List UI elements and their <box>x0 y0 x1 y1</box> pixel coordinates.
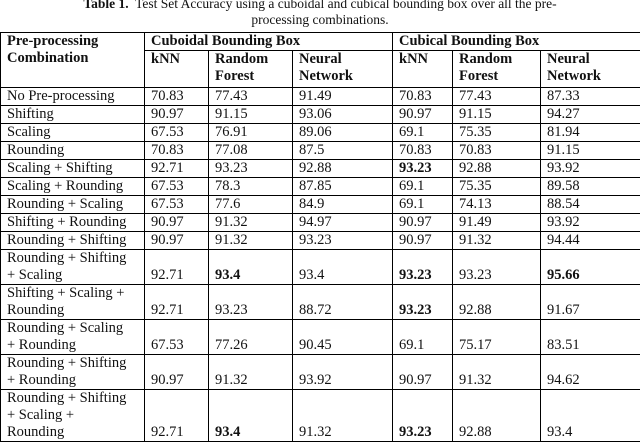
table-row <box>1 250 640 285</box>
row-label-line: No Pre-processing <box>7 88 115 104</box>
accuracy-cell: 70.83 <box>393 142 453 160</box>
table-row <box>1 196 640 214</box>
header-column-line: Random <box>459 51 512 67</box>
row-label <box>1 285 145 320</box>
accuracy-cell: 67.53 <box>145 196 209 214</box>
accuracy-cell: 90.97 <box>145 106 209 124</box>
accuracy-cell: 93.23 <box>293 232 393 250</box>
accuracy-cell: 87.5 <box>293 142 393 160</box>
row-label-line: Rounding + Shifting <box>7 250 126 266</box>
accuracy-cell: 91.67 <box>541 285 640 320</box>
accuracy-cell: 69.1 <box>393 178 453 196</box>
accuracy-cell: 77.43 <box>453 88 541 106</box>
row-label-line: Shifting + Rounding <box>7 214 126 230</box>
header-column <box>453 51 541 88</box>
row-label <box>1 178 145 196</box>
accuracy-cell: 94.62 <box>541 355 640 390</box>
accuracy-cell: 77.6 <box>209 196 293 214</box>
accuracy-cell: 92.71 <box>145 250 209 285</box>
header-column <box>393 51 453 88</box>
accuracy-table <box>0 32 640 442</box>
accuracy-cell: 69.1 <box>393 196 453 214</box>
row-label-line: Rounding + Scaling <box>7 196 123 212</box>
row-label <box>1 106 145 124</box>
header-column-line: Network <box>547 68 601 84</box>
header-column-line: Neural <box>299 51 342 67</box>
accuracy-cell: 77.43 <box>209 88 293 106</box>
table-row <box>1 160 640 178</box>
row-label <box>1 250 145 285</box>
table-row <box>1 106 640 124</box>
accuracy-cell: 93.23 <box>393 160 453 178</box>
accuracy-cell: 75.35 <box>453 178 541 196</box>
accuracy-cell: 93.4 <box>541 390 640 442</box>
accuracy-cell: 69.1 <box>393 320 453 355</box>
accuracy-cell: 91.15 <box>209 106 293 124</box>
caption-line-1: Test Set Accuracy using a cuboidal and cubical bounding box over all the pre- <box>135 0 557 11</box>
accuracy-cell: 93.92 <box>541 214 640 232</box>
accuracy-cell: 93.23 <box>393 390 453 442</box>
caption-line-2: processing combinations. <box>0 12 640 28</box>
accuracy-cell: 90.97 <box>145 355 209 390</box>
accuracy-cell: 93.4 <box>209 390 293 442</box>
accuracy-cell: 94.27 <box>541 106 640 124</box>
accuracy-cell: 91.32 <box>209 214 293 232</box>
accuracy-cell: 94.97 <box>293 214 393 232</box>
header-column <box>541 51 640 88</box>
table-row <box>1 142 640 160</box>
accuracy-cell: 84.9 <box>293 196 393 214</box>
row-label <box>1 160 145 178</box>
accuracy-cell: 70.83 <box>145 88 209 106</box>
row-label-line: Shifting + Scaling + <box>7 285 124 301</box>
row-label <box>1 214 145 232</box>
accuracy-cell: 67.53 <box>145 320 209 355</box>
accuracy-cell: 91.32 <box>453 355 541 390</box>
accuracy-cell: 91.49 <box>293 88 393 106</box>
accuracy-cell: 69.1 <box>393 124 453 142</box>
header-group-cubical: Cubical Bounding Box <box>393 33 640 51</box>
row-label-line: + Rounding <box>7 372 76 388</box>
table-row <box>1 390 640 442</box>
row-label <box>1 355 145 390</box>
row-label <box>1 124 145 142</box>
accuracy-cell: 88.72 <box>293 285 393 320</box>
accuracy-cell: 67.53 <box>145 178 209 196</box>
accuracy-cell: 67.53 <box>145 124 209 142</box>
header-column <box>209 51 293 88</box>
accuracy-cell: 91.49 <box>453 214 541 232</box>
accuracy-cell: 91.15 <box>541 142 640 160</box>
row-label-line: + Rounding <box>7 337 76 353</box>
row-label-line: Rounding + Scaling <box>7 320 123 336</box>
accuracy-cell: 92.71 <box>145 285 209 320</box>
accuracy-cell: 92.71 <box>145 160 209 178</box>
row-label <box>1 196 145 214</box>
header-group-cuboidal: Cuboidal Bounding Box <box>145 33 393 51</box>
accuracy-cell: 89.58 <box>541 178 640 196</box>
accuracy-cell: 92.88 <box>453 390 541 442</box>
accuracy-cell: 93.4 <box>293 250 393 285</box>
header-row-groups <box>1 33 640 51</box>
table-row <box>1 285 640 320</box>
accuracy-cell: 93.92 <box>541 160 640 178</box>
accuracy-cell: 70.83 <box>145 142 209 160</box>
header-column <box>145 51 209 88</box>
accuracy-cell: 89.06 <box>293 124 393 142</box>
accuracy-cell: 93.06 <box>293 106 393 124</box>
header-row-label <box>1 33 145 88</box>
accuracy-cell: 93.23 <box>453 250 541 285</box>
accuracy-cell: 91.32 <box>453 232 541 250</box>
row-label-line: Rounding + Shifting <box>7 355 126 371</box>
row-label-line: Scaling + Shifting <box>7 160 113 176</box>
accuracy-cell: 90.97 <box>393 232 453 250</box>
row-label <box>1 142 145 160</box>
table-row <box>1 124 640 142</box>
header-column-line: kNN <box>399 51 428 67</box>
accuracy-cell: 76.91 <box>209 124 293 142</box>
accuracy-cell: 90.97 <box>145 214 209 232</box>
accuracy-cell: 93.92 <box>293 355 393 390</box>
accuracy-cell: 92.88 <box>293 160 393 178</box>
row-label-line: + Scaling <box>7 267 62 283</box>
header-column <box>293 51 393 88</box>
row-label-line: Rounding <box>7 302 64 318</box>
table-row <box>1 355 640 390</box>
row-label-line: Rounding <box>7 142 64 158</box>
header-column-line: Neural <box>547 51 590 67</box>
accuracy-cell: 92.71 <box>145 390 209 442</box>
header-column-line: Forest <box>215 68 254 84</box>
accuracy-cell: 83.51 <box>541 320 640 355</box>
caption-label: Table 1. <box>83 0 128 11</box>
row-label-line: Rounding <box>7 424 64 440</box>
accuracy-cell: 90.97 <box>145 232 209 250</box>
accuracy-cell: 92.88 <box>453 285 541 320</box>
accuracy-cell: 74.13 <box>453 196 541 214</box>
accuracy-cell: 87.85 <box>293 178 393 196</box>
accuracy-cell: 93.23 <box>209 285 293 320</box>
row-label <box>1 88 145 106</box>
accuracy-cell: 77.08 <box>209 142 293 160</box>
table-body <box>1 88 640 442</box>
row-label <box>1 390 145 442</box>
accuracy-cell: 93.23 <box>209 160 293 178</box>
accuracy-cell: 90.97 <box>393 106 453 124</box>
accuracy-cell: 91.15 <box>453 106 541 124</box>
accuracy-cell: 77.26 <box>209 320 293 355</box>
accuracy-cell: 91.32 <box>209 355 293 390</box>
accuracy-cell: 90.97 <box>393 355 453 390</box>
table-row <box>1 232 640 250</box>
row-label-line: Rounding + Shifting <box>7 232 126 248</box>
accuracy-cell: 90.45 <box>293 320 393 355</box>
row-label-line: Shifting <box>7 106 54 122</box>
accuracy-cell: 75.35 <box>453 124 541 142</box>
accuracy-cell: 93.4 <box>209 250 293 285</box>
header-row-label-line: Pre-processing <box>7 33 98 49</box>
row-label-line: + Scaling + <box>7 407 74 423</box>
table-row <box>1 88 640 106</box>
header-row-label-line: Combination <box>7 50 88 66</box>
accuracy-cell: 75.17 <box>453 320 541 355</box>
row-label-line: Rounding + Shifting <box>7 390 126 406</box>
accuracy-cell: 81.94 <box>541 124 640 142</box>
accuracy-cell: 78.3 <box>209 178 293 196</box>
accuracy-cell: 87.33 <box>541 88 640 106</box>
accuracy-cell: 70.83 <box>393 88 453 106</box>
accuracy-cell: 93.23 <box>393 250 453 285</box>
accuracy-cell: 70.83 <box>453 142 541 160</box>
row-label <box>1 232 145 250</box>
accuracy-cell: 92.88 <box>453 160 541 178</box>
accuracy-cell: 95.66 <box>541 250 640 285</box>
accuracy-cell: 94.44 <box>541 232 640 250</box>
table-caption <box>0 0 640 28</box>
accuracy-cell: 93.23 <box>393 285 453 320</box>
accuracy-cell: 88.54 <box>541 196 640 214</box>
accuracy-cell: 90.97 <box>393 214 453 232</box>
row-label-line: Scaling <box>7 124 51 140</box>
table-row <box>1 214 640 232</box>
header-column-line: Forest <box>459 68 498 84</box>
accuracy-cell: 91.32 <box>209 232 293 250</box>
table-row <box>1 178 640 196</box>
header-column-line: Network <box>299 68 353 84</box>
accuracy-cell: 91.32 <box>293 390 393 442</box>
header-column-line: Random <box>215 51 268 67</box>
table-row <box>1 320 640 355</box>
row-label-line: Scaling + Rounding <box>7 178 123 194</box>
header-column-line: kNN <box>151 51 180 67</box>
row-label <box>1 320 145 355</box>
